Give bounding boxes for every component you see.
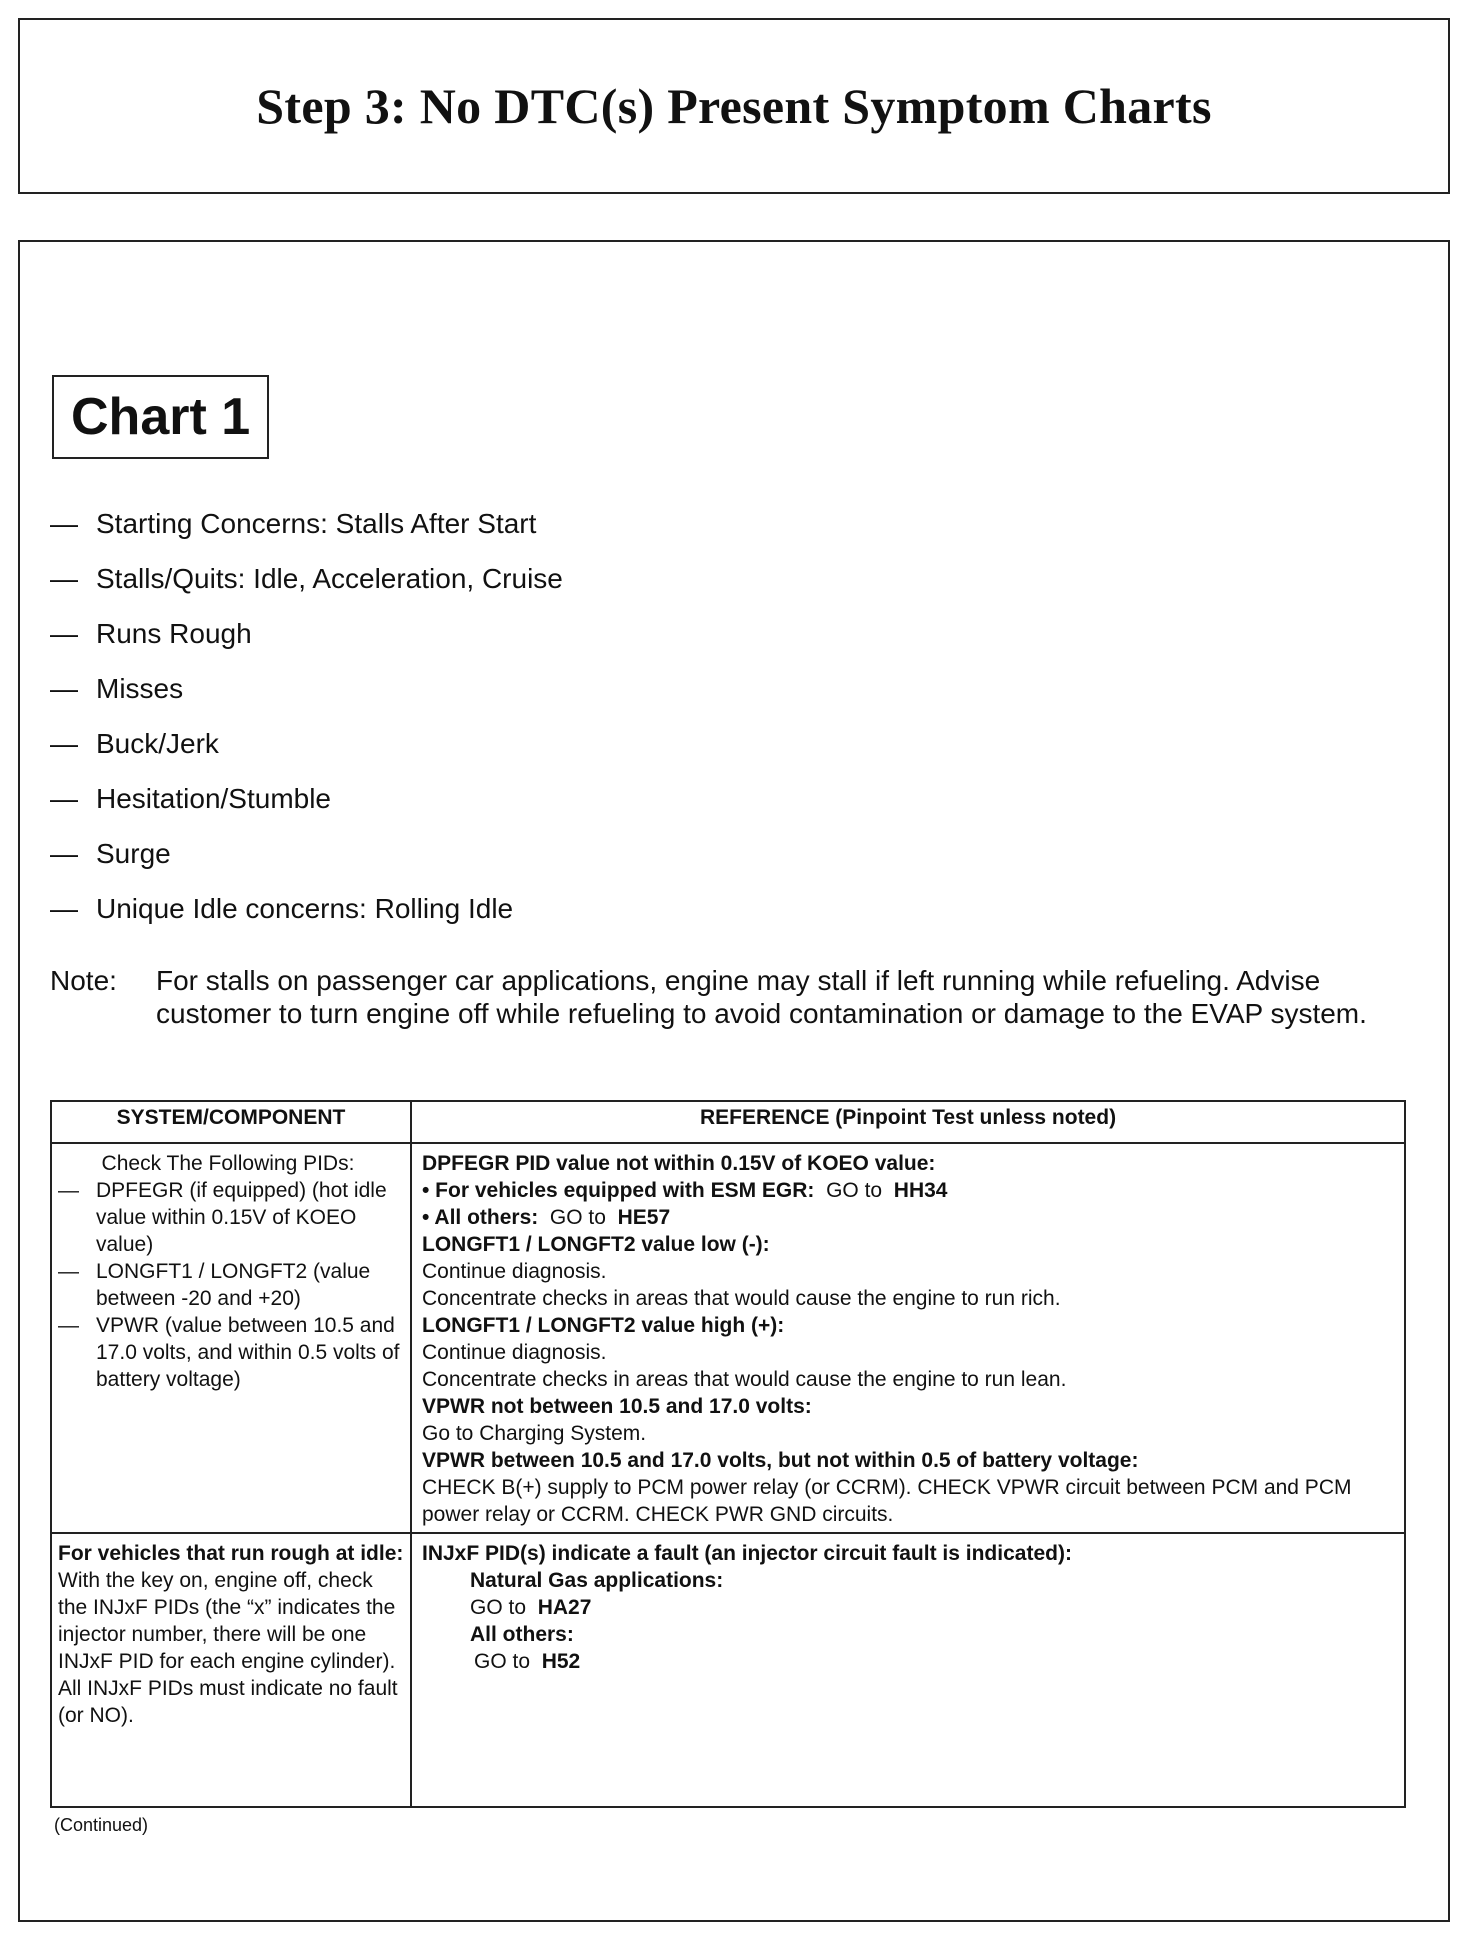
- dash-glyph: —: [58, 1260, 79, 1283]
- ref-heading: INJxF PID(s) indicate a fault (an injector circuit fault is indicated):: [422, 1542, 1072, 1565]
- ref-line: Concentrate checks in areas that would cause the engine to run lean.: [422, 1368, 1067, 1391]
- list-item: [50, 618, 563, 673]
- table-row: [51, 1533, 1405, 1807]
- list-item: [50, 673, 563, 728]
- pinpoint-code: HH34: [893, 1179, 948, 1202]
- reference-cell: [411, 1143, 1405, 1533]
- dash-glyph: —: [50, 728, 78, 759]
- symptom-text: Runs Rough: [96, 618, 252, 649]
- component-cell: [51, 1143, 411, 1533]
- chart-label: Chart 1: [52, 375, 269, 459]
- column-header-system: SYSTEM/COMPONENT: [51, 1101, 411, 1143]
- goto-text: GO to: [470, 1596, 527, 1619]
- dash-glyph: —: [50, 783, 78, 814]
- component-text: With the key on, engine off, check the INJxF PIDs (the “x” indicates the injector number, there will be one INJxF PID for each engine cylinder). All INJxF PIDs must indicate no fault (or NO).: [58, 1569, 398, 1727]
- symptom-text: Stalls/Quits: Idle, Acceleration, Cruise: [96, 563, 563, 594]
- ref-heading: VPWR between 10.5 and 17.0 volts, but not within 0.5 of battery voltage:: [422, 1449, 1139, 1472]
- ref-heading: VPWR not between 10.5 and 17.0 volts:: [422, 1395, 812, 1418]
- continued-label: (Continued): [54, 1815, 149, 1835]
- pid-item: [58, 1177, 404, 1258]
- symptom-text: Misses: [96, 673, 184, 704]
- note-text: For stalls on passenger car applications, engine may stall if left running while refueling. Advise customer to turn engine off while refueling to avoid contamination or damage to the EVAP system.: [156, 965, 1367, 1029]
- component-cell: [51, 1533, 411, 1807]
- ref-label: • For vehicles equipped with ESM EGR:: [422, 1179, 815, 1202]
- ref-line: Continue diagnosis.: [422, 1341, 607, 1364]
- page-title-box: [18, 18, 1450, 194]
- pid-text: VPWR (value between 10.5 and 17.0 volts, and within 0.5 volts of battery voltage): [96, 1314, 400, 1391]
- ref-subheading: Natural Gas applications:: [470, 1569, 724, 1592]
- list-item: [50, 838, 563, 893]
- component-heading: For vehicles that run rough at idle:: [58, 1542, 404, 1565]
- goto-text: GO to: [549, 1206, 606, 1229]
- symptom-text: Unique Idle concerns: Rolling Idle: [96, 893, 514, 924]
- ref-line: CHECK B(+) supply to PCM power relay (or CCRM). CHECK VPWR circuit between PCM and PCM power relay or CCRM. CHECK PWR GND circuits.: [422, 1476, 1352, 1526]
- dash-glyph: —: [58, 1179, 79, 1202]
- reference-cell: [411, 1533, 1405, 1807]
- dash-glyph: —: [50, 673, 78, 704]
- ref-label: • All others:: [422, 1206, 539, 1229]
- ref-line: [422, 1177, 1396, 1204]
- pinpoint-code: HE57: [617, 1206, 671, 1229]
- table-row: [51, 1143, 1405, 1533]
- goto-text: GO to: [826, 1179, 883, 1202]
- dash-glyph: —: [58, 1314, 79, 1337]
- symptom-text: Buck/Jerk: [96, 728, 219, 759]
- goto-text: GO to: [474, 1650, 531, 1673]
- ref-heading: LONGFT1 / LONGFT2 value low (-):: [422, 1233, 770, 1256]
- ref-heading: LONGFT1 / LONGFT2 value high (+):: [422, 1314, 785, 1337]
- dash-glyph: —: [50, 618, 78, 649]
- pid-heading: Check The Following PIDs:: [101, 1152, 355, 1175]
- list-item: [50, 728, 563, 783]
- ref-line: Continue diagnosis.: [422, 1260, 607, 1283]
- pinpoint-code: HA27: [537, 1596, 592, 1619]
- ref-heading: DPFEGR PID value not within 0.15V of KOEO value:: [422, 1152, 936, 1175]
- list-item: [50, 563, 563, 618]
- list-item: [50, 893, 563, 948]
- dash-glyph: —: [50, 838, 78, 869]
- ref-line: Go to Charging System.: [422, 1422, 647, 1445]
- symptom-text: Surge: [96, 838, 171, 869]
- chart-content-box: [18, 240, 1450, 1922]
- symptom-text: Hesitation/Stumble: [96, 783, 332, 814]
- pid-text: DPFEGR (if equipped) (hot idle value within 0.15V of KOEO value): [96, 1179, 387, 1256]
- ref-subheading: All others:: [470, 1623, 574, 1646]
- ref-line: [422, 1648, 1396, 1675]
- table-header-row: [51, 1101, 1405, 1143]
- ref-line: Concentrate checks in areas that would cause the engine to run rich.: [422, 1287, 1061, 1310]
- pid-text: LONGFT1 / LONGFT2 (value between -20 and +20): [96, 1260, 371, 1310]
- list-item: [50, 508, 563, 563]
- dash-glyph: —: [50, 563, 78, 594]
- pid-item: [58, 1258, 404, 1312]
- note-label: Note:: [50, 965, 117, 996]
- dash-glyph: —: [50, 893, 78, 924]
- symptom-text: Starting Concerns: Stalls After Start: [96, 508, 537, 539]
- column-header-reference: REFERENCE (Pinpoint Test unless noted): [411, 1101, 1405, 1143]
- refueling-note: [50, 964, 1420, 1030]
- page-title: Step 3: No DTC(s) Present Symptom Charts: [256, 78, 1212, 134]
- ref-line: [422, 1204, 1396, 1231]
- pid-item: [58, 1312, 404, 1393]
- symptom-list: [50, 508, 563, 948]
- pinpoint-code: H52: [541, 1650, 581, 1673]
- ref-line: [422, 1594, 1396, 1621]
- dash-glyph: —: [50, 508, 78, 539]
- reference-table: [50, 1100, 1406, 1808]
- list-item: [50, 783, 563, 838]
